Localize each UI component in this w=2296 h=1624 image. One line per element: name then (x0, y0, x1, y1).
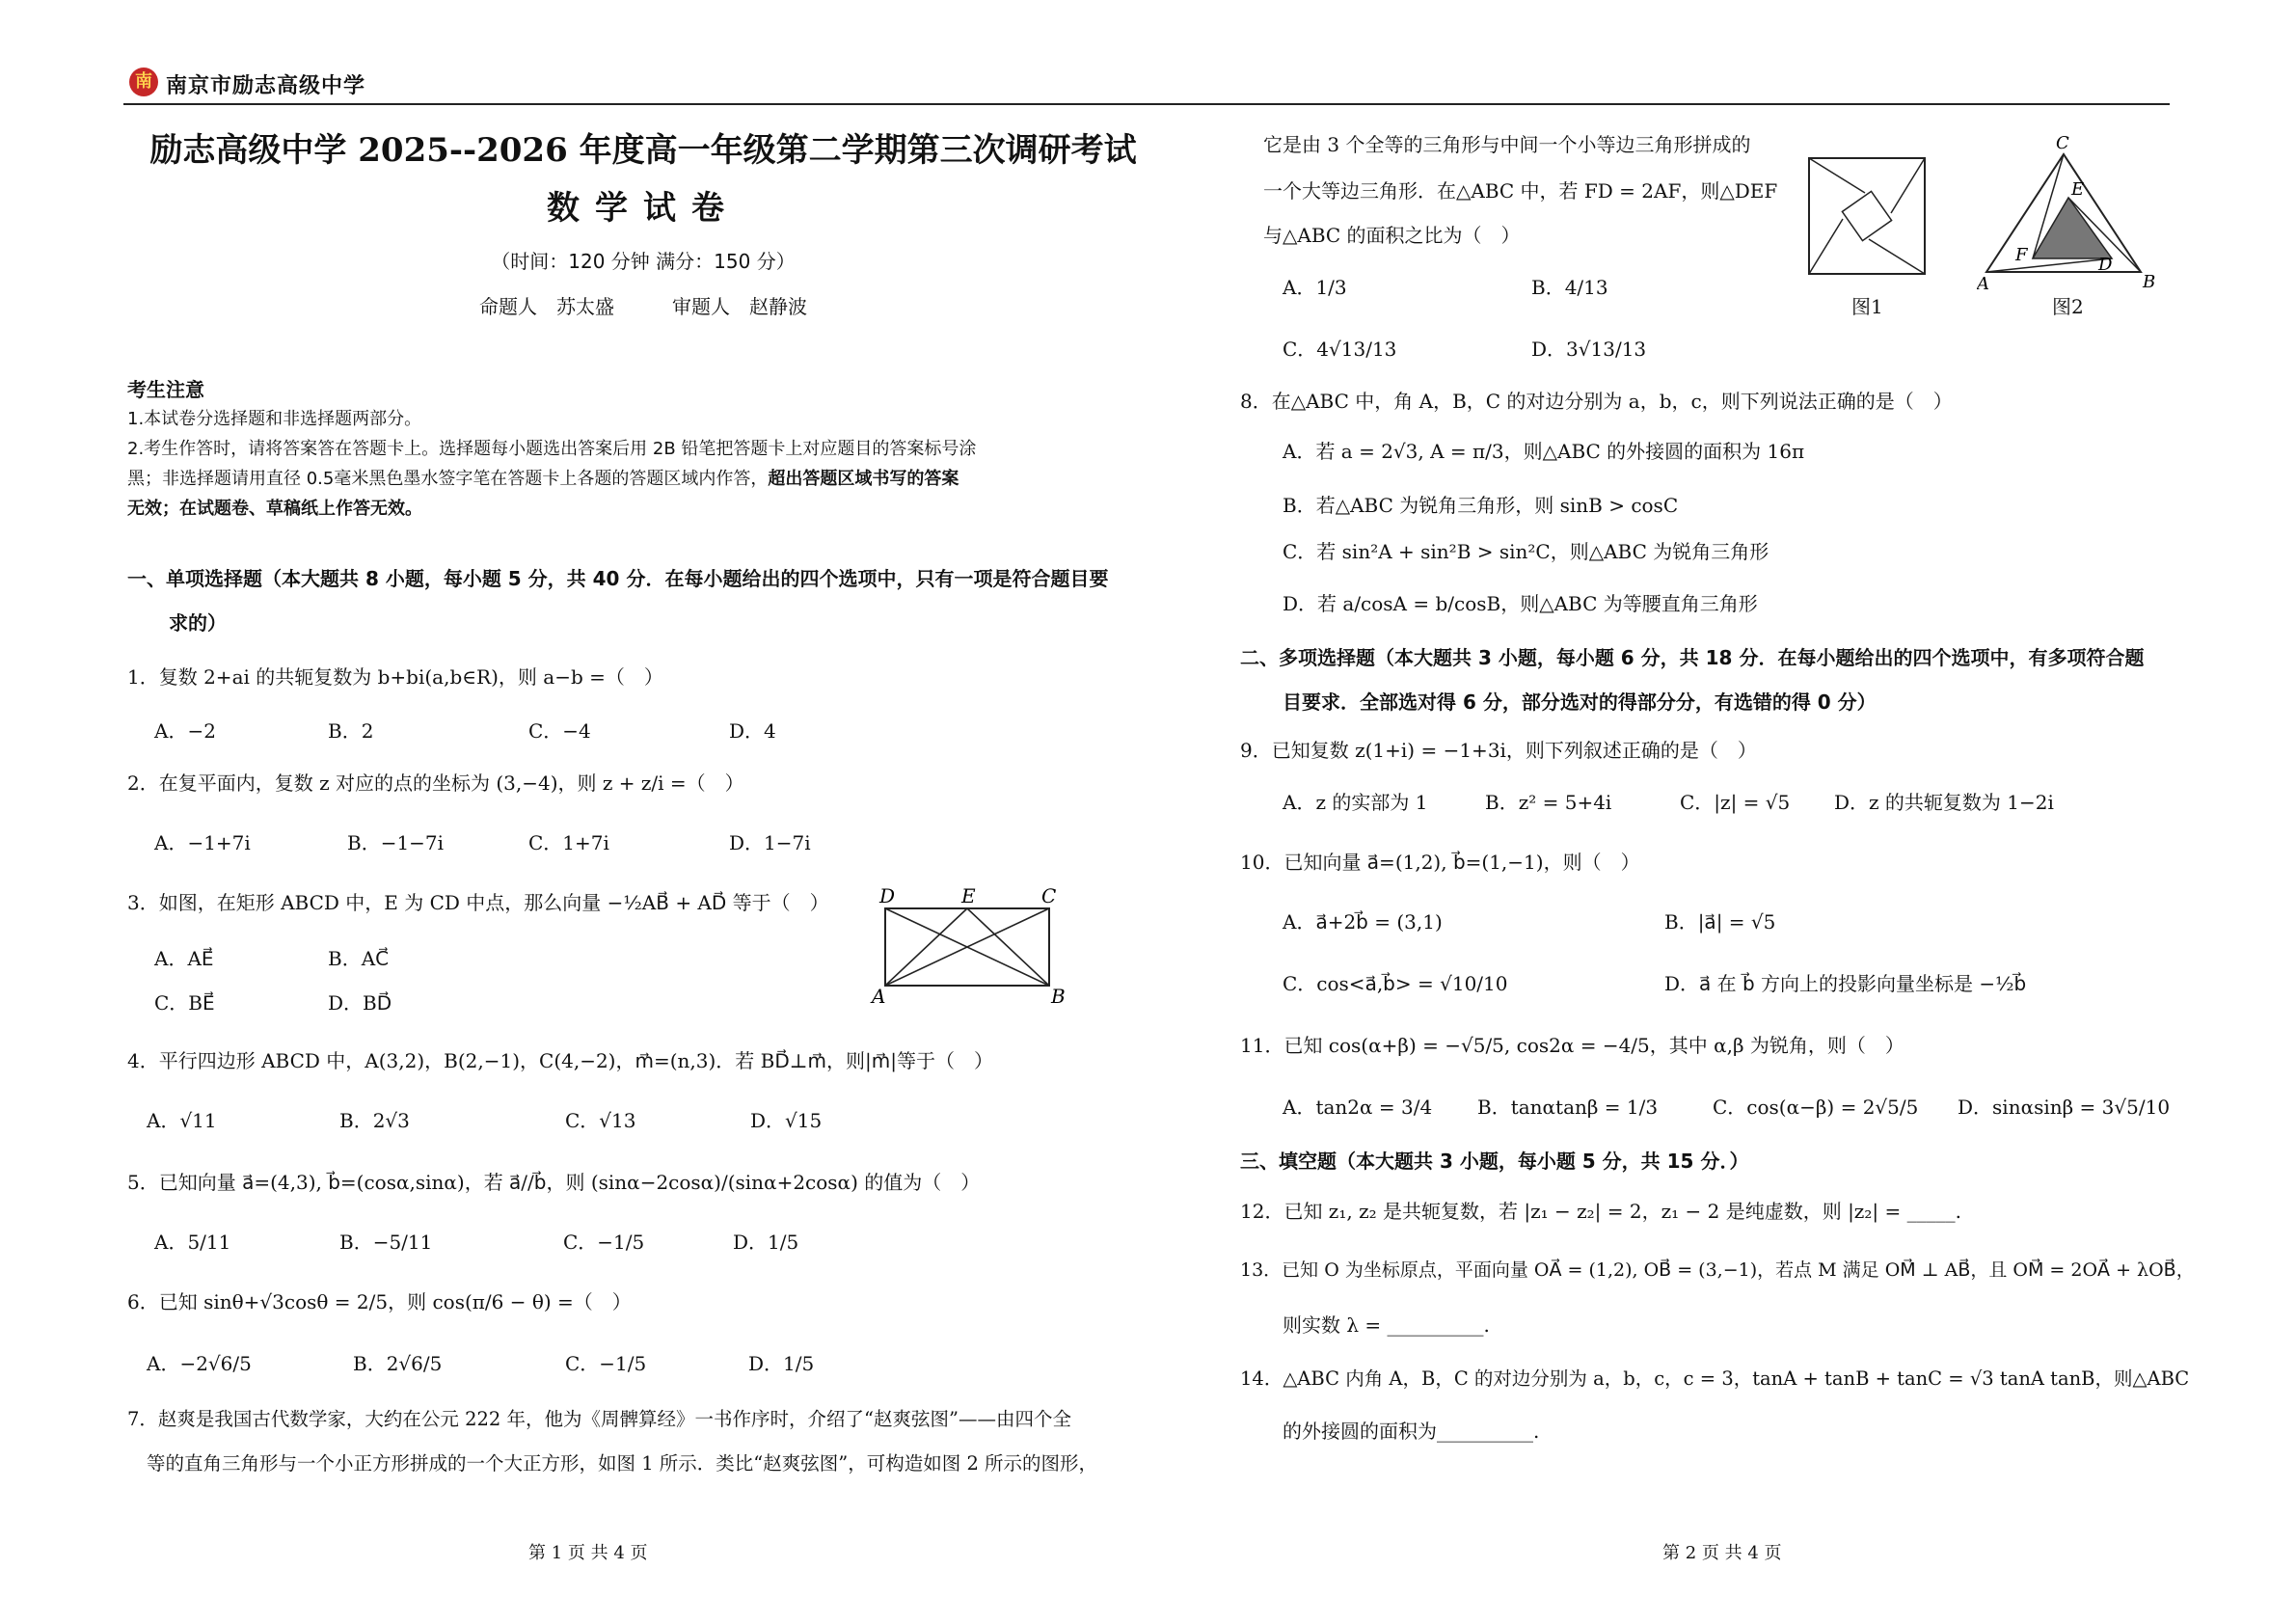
q11-option-a: A．tan2α = 3/4 (1283, 1096, 1433, 1119)
q12-stem: 12．已知 z₁, z₂ 是共轭复数，若 |z₁ − z₂| = 2，z₁ − 2 是纯虚数，则 |z₂| = _____. (1240, 1200, 1961, 1223)
q4-option-c: C．√13 (565, 1109, 636, 1132)
q4-option-d: D．√15 (750, 1109, 823, 1132)
q1-option-c: C．−4 (528, 719, 591, 743)
q7-fig2-label-d: D (2098, 255, 2113, 275)
q4-option-b: B．2√3 (339, 1109, 410, 1132)
q2-option-b: B．−1−7i (347, 831, 445, 854)
q7-fig2-label-b: B (2143, 272, 2156, 291)
q3-option-a: A．AE⃗ (154, 947, 214, 970)
q7-figure-1-caption: 图1 (1851, 295, 1883, 318)
q5-option-b: B．−5/11 (339, 1231, 433, 1254)
notice-line-3 (127, 465, 959, 490)
q10-option-a: A．a⃗+2b⃗ = (3,1) (1283, 910, 1443, 934)
header-divider (123, 103, 2170, 105)
section-2-heading-cont: 目要求．全部选对得 6 分，部分选对的得部分分，有选错的得 0 分） (1283, 690, 1877, 714)
exam-subtitle: 数学试卷 (547, 189, 740, 228)
q9-option-c: C．|z| = √5 (1680, 791, 1791, 814)
school-logo: 南 (129, 68, 158, 96)
footer-page-right: 第 2 页 共 4 页 (1662, 1543, 1782, 1563)
q7-fig2-label-a: A (1977, 274, 1989, 291)
q11-option-b: B．tanαtanβ = 1/3 (1477, 1096, 1659, 1119)
q10-option-c: C．cos<a⃗,b⃗> = √10/10 (1283, 972, 1508, 995)
school-name: 南京市励志高级中学 (166, 73, 366, 98)
q7-line-4: 一个大等边三角形．在△ABC 中，若 FD = 2AF，则△DEF (1263, 179, 1778, 203)
q14-line-1: 14．△ABC 内角 A，B，C 的对边分别为 a，b，c，c = 3，tanA + tanB + tanC = √3 tanA tanB，则△ABC (1240, 1367, 2190, 1390)
footer-page-left: 第 1 页 共 4 页 (528, 1543, 648, 1563)
q8-option-b: B．若△ABC 为锐角三角形，则 sinB > cosC (1283, 494, 1679, 517)
q1-option-b: B．2 (328, 719, 374, 743)
q3-fig-label-a: A (872, 985, 886, 1006)
q4-stem: 4．平行四边形 ABCD 中，A(3,2)，B(2,−1)，C(4,−2)，m⃗=(n,3)．若 BD⃗⊥m⃗，则|m⃗|等于（ ） (127, 1049, 993, 1072)
q2-option-d: D．1−7i (729, 831, 811, 854)
q5-option-a: A．5/11 (154, 1231, 231, 1254)
q7-fig2-label-c: C (2056, 135, 2069, 153)
q3-option-b: B．AC⃗ (328, 947, 390, 970)
exam-title: 励志高级中学 2025--2026 年度高一年级第二学期第三次调研考试 (149, 131, 1137, 170)
q7-line-3: 它是由 3 个全等的三角形与中间一个小等边三角形拼成的 (1263, 133, 1751, 156)
notice-line-1: 1.本试卷分选择题和非选择题两部分。 (127, 409, 422, 429)
q9-option-b: B．z² = 5+4i (1485, 791, 1612, 814)
q5-option-c: C．−1/5 (563, 1231, 645, 1254)
q7-line-1: 7．赵爽是我国古代数学家，大约在公元 222 年，他为《周髀算经》一书作序时，介绍了“赵爽弦图”——由四个全 (127, 1408, 1071, 1430)
section-2-heading: 二、多项选择题（本大题共 3 小题，每小题 6 分，共 18 分．在每小题给出的四个选项中，有多项符合题 (1240, 646, 2145, 669)
q6-stem: 6．已知 sinθ+√3cosθ = 2/5，则 cos(π/6 − θ) =（ ） (127, 1290, 632, 1313)
q7-line-5: 与△ABC 的面积之比为（ ） (1263, 224, 1521, 247)
notice-line-4: 无效；在试题卷、草稿纸上作答无效。 (127, 499, 422, 519)
q7-figure-2-caption: 图2 (2052, 295, 2084, 318)
q3-fig-label-c: C (1041, 885, 1057, 907)
q10-option-d: D．a⃗ 在 b⃗ 方向上的投影向量坐标是 −½b⃗ (1664, 972, 2027, 995)
q7-option-d: D．3√13/13 (1531, 338, 1647, 361)
q7-line-2: 等的直角三角形与一个小正方形拼成的一个大正方形，如图 1 所示．类比“赵爽弦图”，可构造如图 2 所示的图形， (147, 1452, 1098, 1475)
q5-stem: 5．已知向量 a⃗=(4,3), b⃗=(cosα,sinα)，若 a⃗//b⃗，则 (sinα−2cosα)/(sinα+2cosα) 的值为（ ） (127, 1171, 981, 1194)
q3-option-c: C．BE⃗ (154, 991, 215, 1015)
q2-stem: 2．在复平面内，复数 z 对应的点的坐标为 (3,−4)，则 z + z/i =（ ） (127, 771, 744, 795)
q8-stem: 8．在△ABC 中，角 A，B，C 的对边分别为 a，b，c，则下列说法正确的是（ ） (1240, 390, 1953, 413)
q14-line-2: 的外接圆的面积为__________. (1283, 1420, 1540, 1443)
q10-option-b: B．|a⃗| = √5 (1664, 910, 1776, 934)
notice-line-2: 2.考生作答时，请将答案答在答题卡上。选择题每小题选出答案后用 2B 铅笔把答题卡上对应题目的答案标号涂 (127, 439, 977, 459)
section-1-heading: 一、单项选择题（本大题共 8 小题，每小题 5 分，共 40 分．在每小题给出的四个选项中，只有一项是符合题目要 (127, 567, 1109, 590)
q11-option-d: D．sinαsinβ = 3√5/10 (1958, 1096, 2171, 1119)
q4-option-a: A．√11 (147, 1109, 217, 1132)
q1-stem: 1．复数 2+ai 的共轭复数为 b+bi(a,b∈R)，则 a−b =（ ） (127, 665, 663, 689)
q2-option-c: C．1+7i (528, 831, 609, 854)
q9-option-a: A．z 的实部为 1 (1283, 791, 1428, 814)
q3-stem: 3．如图，在矩形 ABCD 中，E 为 CD 中点，那么向量 −½AB⃗ + AD⃗ 等于（ ） (127, 891, 829, 914)
q3-rectangle-figure (868, 885, 1070, 1006)
q7-option-c: C．4√13/13 (1283, 338, 1397, 361)
q9-stem: 9．已知复数 z(1+i) = −1+3i，则下列叙述正确的是（ ） (1240, 739, 1757, 762)
q7-option-b: B．4/13 (1531, 276, 1608, 299)
q7-option-a: A．1/3 (1283, 276, 1347, 299)
section-1-heading-cont: 求的） (169, 611, 227, 635)
q7-figure-1-zhao-shuang-square (1805, 154, 1931, 278)
q8-option-d: D．若 a/cosA = b/cosB，则△ABC 为等腰直角三角形 (1283, 592, 1758, 615)
q9-option-d: D．z 的共轭复数为 1−2i (1834, 791, 2054, 814)
q1-option-d: D．4 (729, 719, 776, 743)
q1-option-a: A．−2 (154, 719, 216, 743)
q3-fig-label-e: E (961, 885, 976, 907)
q6-option-c: C．−1/5 (565, 1352, 647, 1375)
q13-line-1: 13．已知 O 为坐标原点，平面向量 OA⃗ = (1,2), OB⃗ = (3,−1)，若点 M 满足 OM⃗ ⊥ AB⃗，且 OM⃗ = 2OA⃗ + λOB⃗， (1240, 1259, 2195, 1281)
q3-option-d: D．BD⃗ (328, 991, 392, 1015)
q10-stem: 10．已知向量 a⃗=(1,2), b⃗=(1,−1)，则（ ） (1240, 851, 1640, 874)
q11-option-c: C．cos(α−β) = 2√5/5 (1713, 1096, 1919, 1119)
notice-line-3b: 超出答题区域书写的答案 (768, 469, 959, 489)
q7-fig2-label-e: E (2071, 179, 2085, 200)
exam-authors: 命题人 苏太盛 审题人 赵静波 (479, 295, 807, 318)
q6-option-b: B．2√6/5 (353, 1352, 443, 1375)
q13-line-2: 则实数 λ = __________. (1283, 1313, 1490, 1337)
q7-fig2-label-f: F (2015, 245, 2028, 265)
q5-option-d: D．1/5 (733, 1231, 799, 1254)
q6-option-d: D．1/5 (748, 1352, 815, 1375)
q8-option-a: A．若 a = 2√3, A = π/3，则△ABC 的外接圆的面积为 16π (1283, 440, 1805, 463)
section-3-heading: 三、填空题（本大题共 3 小题，每小题 5 分，共 15 分．） (1240, 1150, 1749, 1173)
q7-figure-2-triangle (1977, 135, 2160, 291)
q3-fig-label-b: B (1051, 985, 1066, 1006)
q2-option-a: A．−1+7i (154, 831, 251, 854)
notice-line-3a: 黑；非选择题请用直径 0.5毫米黑色墨水签字笔在答题卡上各题的答题区域内作答， (127, 469, 769, 489)
exam-meta: （时间：120 分钟 满分：150 分） (491, 250, 796, 273)
q11-stem: 11．已知 cos(α+β) = −√5/5, cos2α = −4/5，其中 α,β 为锐角，则（ ） (1240, 1034, 1904, 1057)
q6-option-a: A．−2√6/5 (147, 1352, 252, 1375)
q3-fig-label-d: D (879, 885, 896, 907)
q8-option-c: C．若 sin²A + sin²B > sin²C，则△ABC 为锐角三角形 (1283, 540, 1769, 563)
notice-heading: 考生注意 (127, 378, 204, 401)
